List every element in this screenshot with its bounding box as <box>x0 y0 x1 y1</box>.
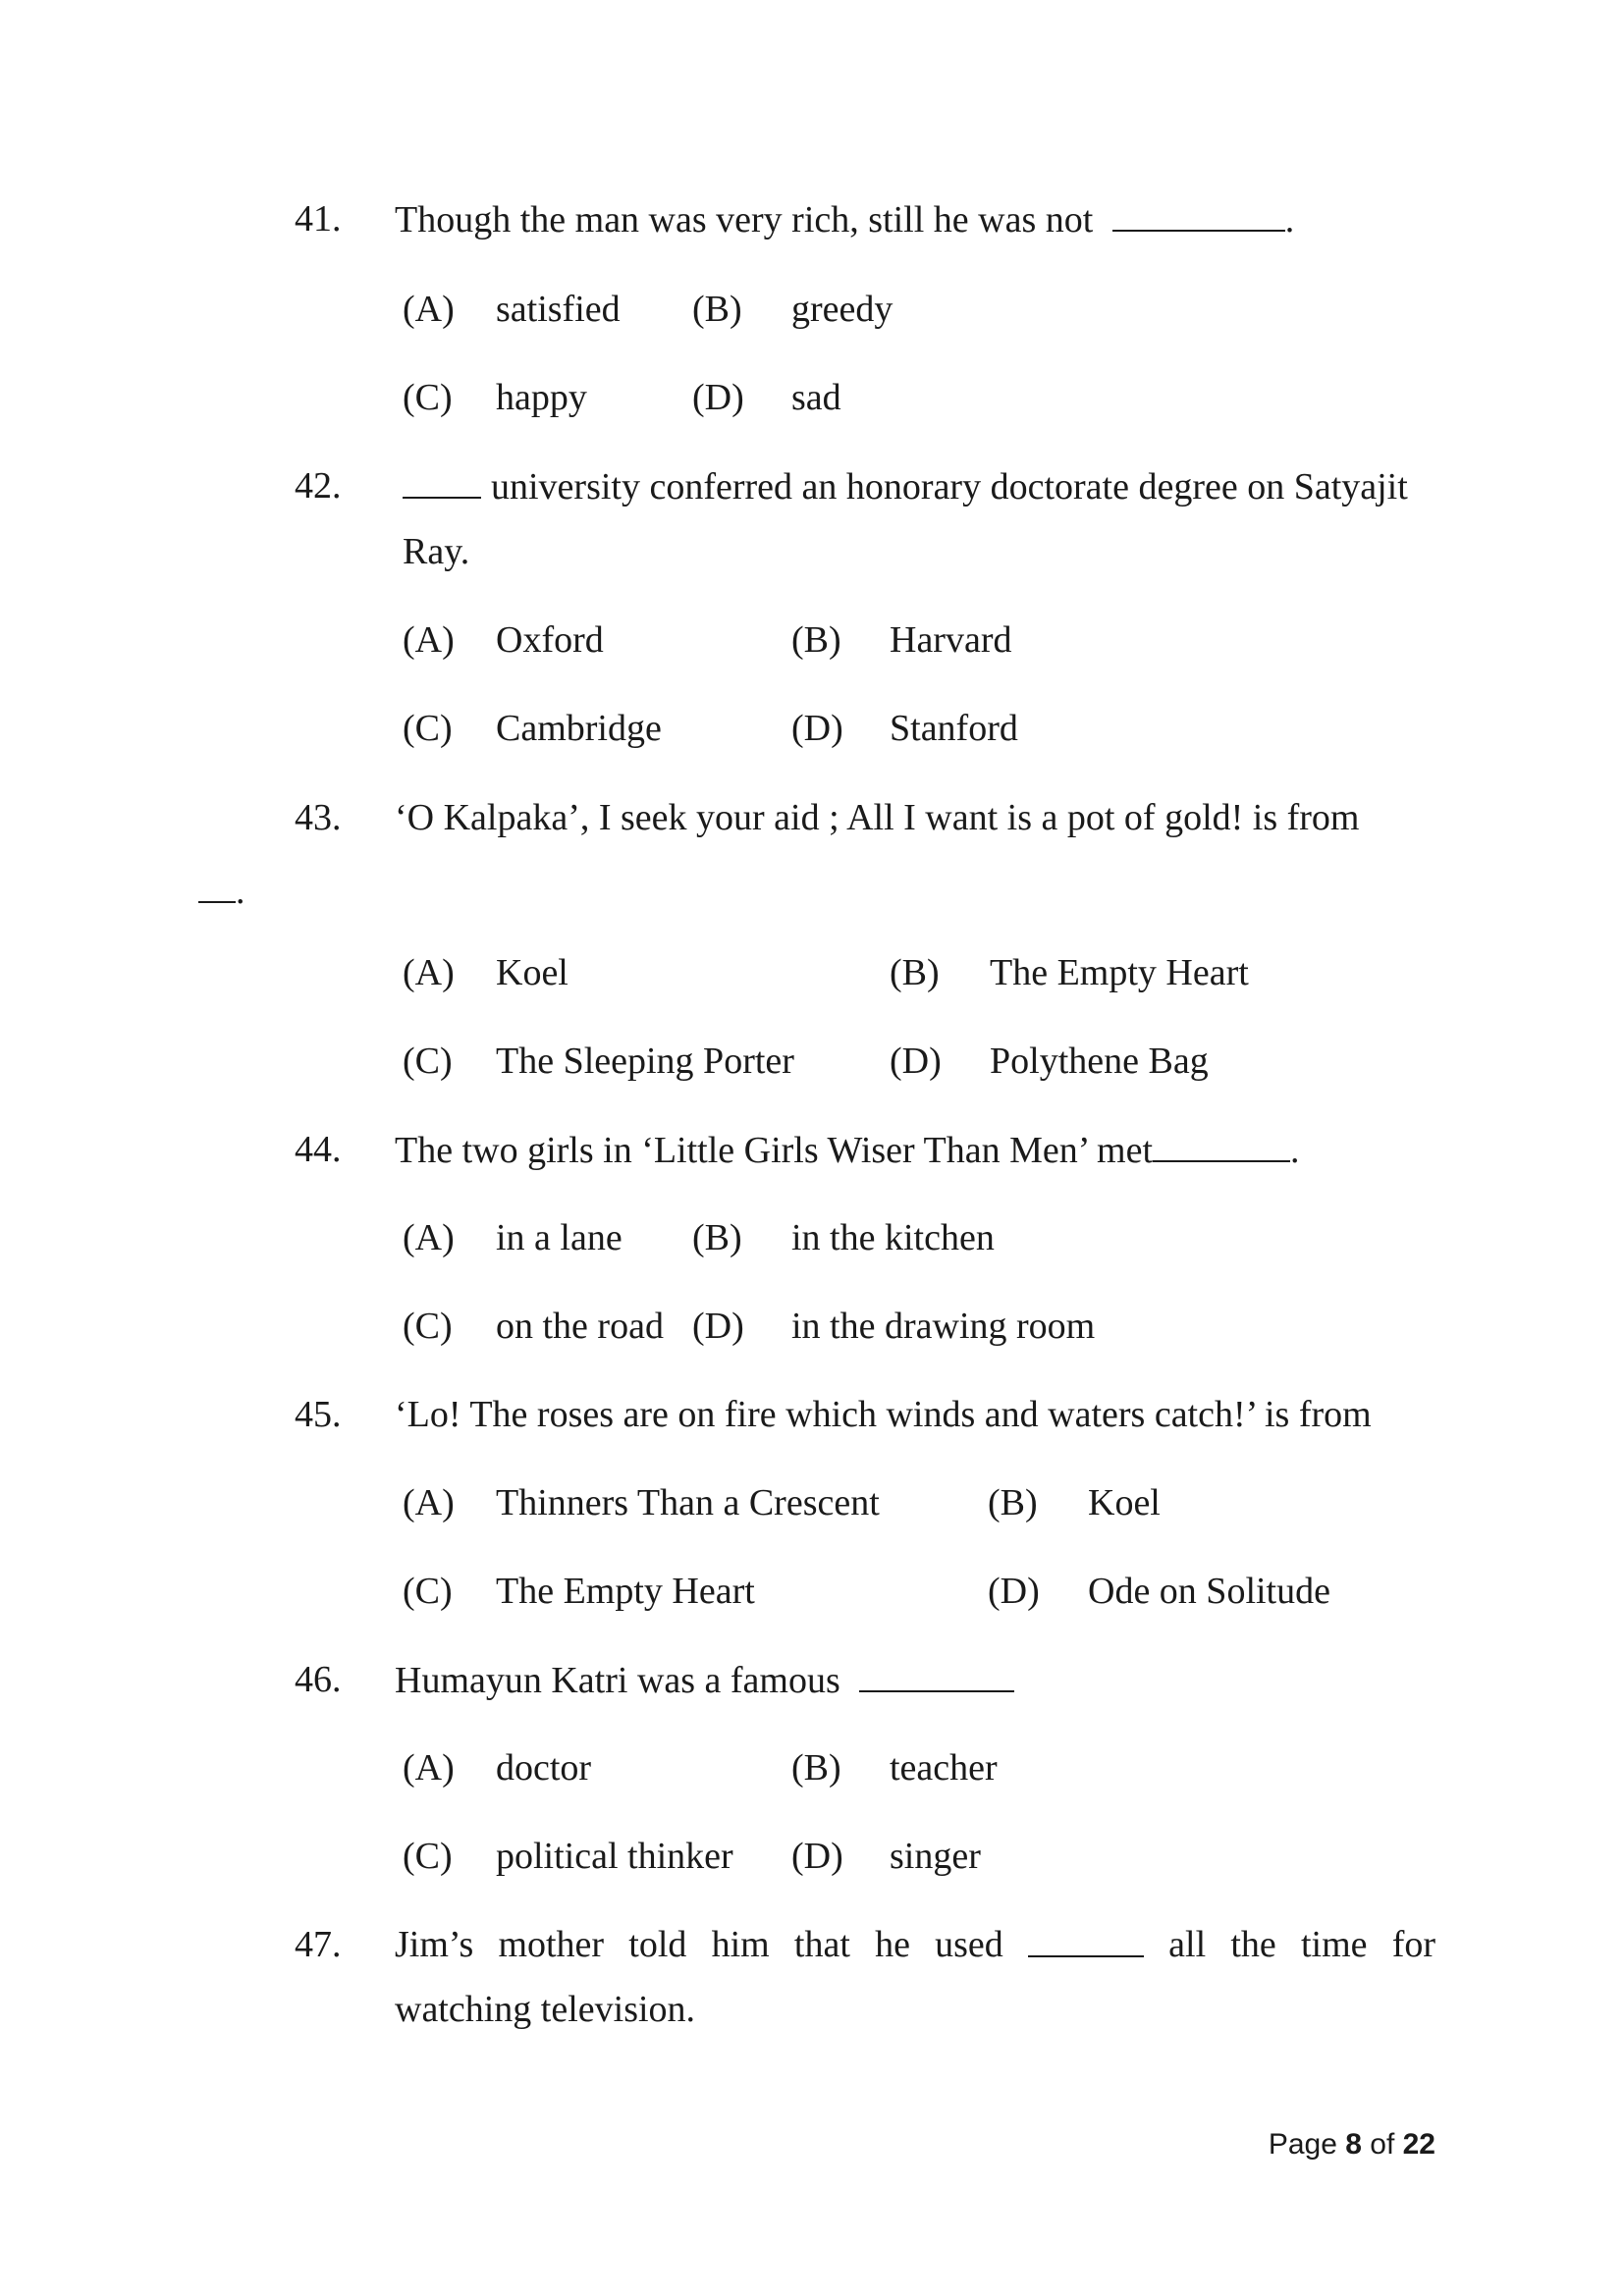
option-a: Koel <box>496 952 568 993</box>
question-number: 45. <box>295 1394 342 1435</box>
question-text <box>395 1661 1014 1699</box>
question-stem: university conferred an honorary doctorate degree on Satyajit <box>491 466 1408 507</box>
option-c: happy <box>496 377 587 418</box>
option-c: political thinker <box>496 1836 733 1877</box>
answer-blank <box>859 1661 1014 1692</box>
option-label-c: (C) <box>403 1836 453 1877</box>
option-label-b: (B) <box>692 289 742 330</box>
option-label-d: (D) <box>692 377 744 418</box>
option-label-c: (C) <box>403 1306 453 1347</box>
question-text <box>395 1131 1300 1169</box>
option-b: teacher <box>890 1747 998 1789</box>
total-pages: 22 <box>1402 2128 1435 2161</box>
option-label-d: (D) <box>791 1836 843 1877</box>
question-number: 44. <box>295 1129 342 1170</box>
option-d: singer <box>890 1836 981 1877</box>
question-text <box>395 1926 1435 1963</box>
option-label-a: (A) <box>403 289 455 330</box>
question-text-continued: watching television. <box>395 1989 696 2030</box>
question-text <box>395 799 1360 836</box>
answer-blank <box>403 467 481 499</box>
word: mother <box>498 1924 605 1965</box>
option-label-b: (B) <box>988 1482 1038 1523</box>
option-d: in the drawing room <box>791 1306 1096 1347</box>
word: he <box>875 1924 910 1965</box>
word: time <box>1300 1924 1368 1965</box>
option-d: sad <box>791 377 841 418</box>
word: that <box>793 1924 850 1965</box>
word: used <box>935 1924 1003 1965</box>
option-label-b: (B) <box>791 1747 841 1789</box>
question-text <box>403 467 1408 506</box>
answer-blank <box>1112 200 1285 232</box>
option-d: Ode on Solitude <box>1088 1571 1330 1612</box>
question-stem: Humayun Katri was a famous <box>395 1660 840 1701</box>
option-a: Oxford <box>496 619 604 661</box>
word: all <box>1168 1924 1207 1965</box>
page-prefix: Page <box>1268 2128 1346 2161</box>
option-label-c: (C) <box>403 377 453 418</box>
question-number: 41. <box>295 198 342 240</box>
word: him <box>711 1924 770 1965</box>
question-end: . <box>1290 1130 1300 1171</box>
question-stem: The two girls in ‘Little Girls Wiser Than Men’ met <box>395 1130 1154 1171</box>
option-b: greedy <box>791 289 893 330</box>
answer-blank <box>198 872 236 903</box>
question-text <box>395 200 1294 239</box>
option-c: The Sleeping Porter <box>496 1041 794 1082</box>
option-b: in the kitchen <box>791 1217 995 1258</box>
answer-blank <box>1028 1926 1144 1957</box>
option-label-a: (A) <box>403 619 455 661</box>
question-end: . <box>236 871 245 912</box>
option-b: Koel <box>1088 1482 1161 1523</box>
option-label-b: (B) <box>890 952 940 993</box>
question-stem: Though the man was very rich, still he was not <box>395 199 1094 240</box>
option-b: Harvard <box>890 619 1012 661</box>
option-c: Cambridge <box>496 708 662 749</box>
option-label-d: (D) <box>890 1041 942 1082</box>
option-d: Stanford <box>890 708 1018 749</box>
option-label-a: (A) <box>403 1482 455 1523</box>
option-a: in a lane <box>496 1217 623 1258</box>
question-text-continued: Ray. <box>403 531 470 572</box>
question-end: . <box>1284 199 1295 240</box>
word: the <box>1230 1924 1276 1965</box>
option-label-a: (A) <box>403 1217 455 1258</box>
option-c: The Empty Heart <box>496 1571 755 1612</box>
question-text: ‘Lo! The roses are on fire which winds and waters catch!’ is from <box>395 1394 1372 1435</box>
word: told <box>628 1924 687 1965</box>
answer-blank <box>1153 1131 1290 1162</box>
option-label-d: (D) <box>791 708 843 749</box>
question-number: 42. <box>295 465 342 507</box>
question-number: 47. <box>295 1924 342 1965</box>
option-a: satisfied <box>496 289 621 330</box>
current-page: 8 <box>1345 2128 1362 2161</box>
word: for <box>1391 1924 1435 1965</box>
option-a: doctor <box>496 1747 592 1789</box>
option-label-d: (D) <box>988 1571 1040 1612</box>
question-number: 43. <box>295 797 342 838</box>
option-label-a: (A) <box>403 952 455 993</box>
option-c: on the road <box>496 1306 664 1347</box>
option-d: Polythene Bag <box>990 1041 1209 1082</box>
option-a: Thinners Than a Crescent <box>496 1482 880 1523</box>
option-b: The Empty Heart <box>990 952 1249 993</box>
page-number <box>1269 2130 1435 2160</box>
option-label-d: (D) <box>692 1306 744 1347</box>
option-label-a: (A) <box>403 1747 455 1789</box>
option-label-c: (C) <box>403 1571 453 1612</box>
option-label-b: (B) <box>692 1217 742 1258</box>
question-text-continued <box>198 872 245 910</box>
option-label-c: (C) <box>403 1041 453 1082</box>
option-label-b: (B) <box>791 619 841 661</box>
option-label-c: (C) <box>403 708 453 749</box>
question-stem: ‘O Kalpaka’, I seek your aid ; All I want is a pot of gold! is from <box>395 797 1360 838</box>
question-number: 46. <box>295 1659 342 1700</box>
page-middle: of <box>1361 2128 1403 2161</box>
word: Jim’s <box>395 1924 474 1965</box>
